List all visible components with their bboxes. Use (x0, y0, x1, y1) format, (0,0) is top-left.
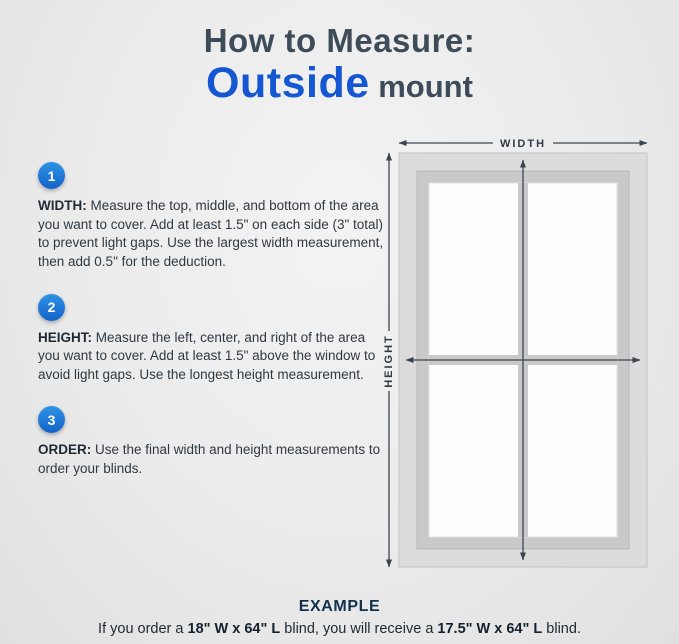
page-title (0, 22, 679, 105)
step-height (38, 294, 385, 385)
step-1-label: WIDTH: (38, 198, 87, 213)
width-dimension-label: WIDTH (499, 138, 547, 150)
step-3-text: ORDER: Use the final width and height measurements to order your blinds. (38, 442, 381, 476)
step-3-number: 3 (47, 411, 56, 428)
title-highlight: Outside (206, 59, 370, 107)
title-rest: mount (369, 69, 473, 104)
step-width (38, 162, 385, 272)
example-sentence: If you order a 18" W x 64" L blind, you will receive a 17.5" W x 64" L blind. (98, 621, 581, 637)
step-2-number: 2 (47, 299, 56, 315)
step-2-badge (38, 294, 65, 321)
window-diagram (383, 133, 663, 583)
step-order (38, 406, 385, 478)
window-diagram-svg (383, 133, 663, 583)
example-ordered-size: 18" W x 64" L (187, 621, 281, 637)
steps-column (38, 162, 385, 501)
step-1-number: 1 (47, 167, 56, 184)
step-1-text: WIDTH: Measure the top, middle, and bottom of the area you want to cover. Add at least 1.5" on each side (3" total) to prevent light gaps. Use the largest width measurement, then add 0.5" for the deduction. (38, 198, 384, 269)
title-line1: How to Measure: (203, 22, 476, 59)
step-1-badge (38, 162, 65, 189)
height-dimension-label: HEIGHT (383, 334, 395, 388)
example-heading: EXAMPLE (298, 598, 381, 615)
step-3-badge (38, 406, 65, 433)
example-received-size: 17.5" W x 64" L (437, 621, 543, 637)
example-section (0, 598, 679, 637)
step-2-label: HEIGHT: (38, 329, 92, 345)
title-line2 (0, 59, 679, 107)
step-3-label: ORDER: (38, 442, 92, 458)
step-2-text: HEIGHT: Measure the left, center, and right of the area you want to cover. Add at least 1.5" above the window to avoid light gaps. Use the longest height measurement. (38, 329, 376, 382)
